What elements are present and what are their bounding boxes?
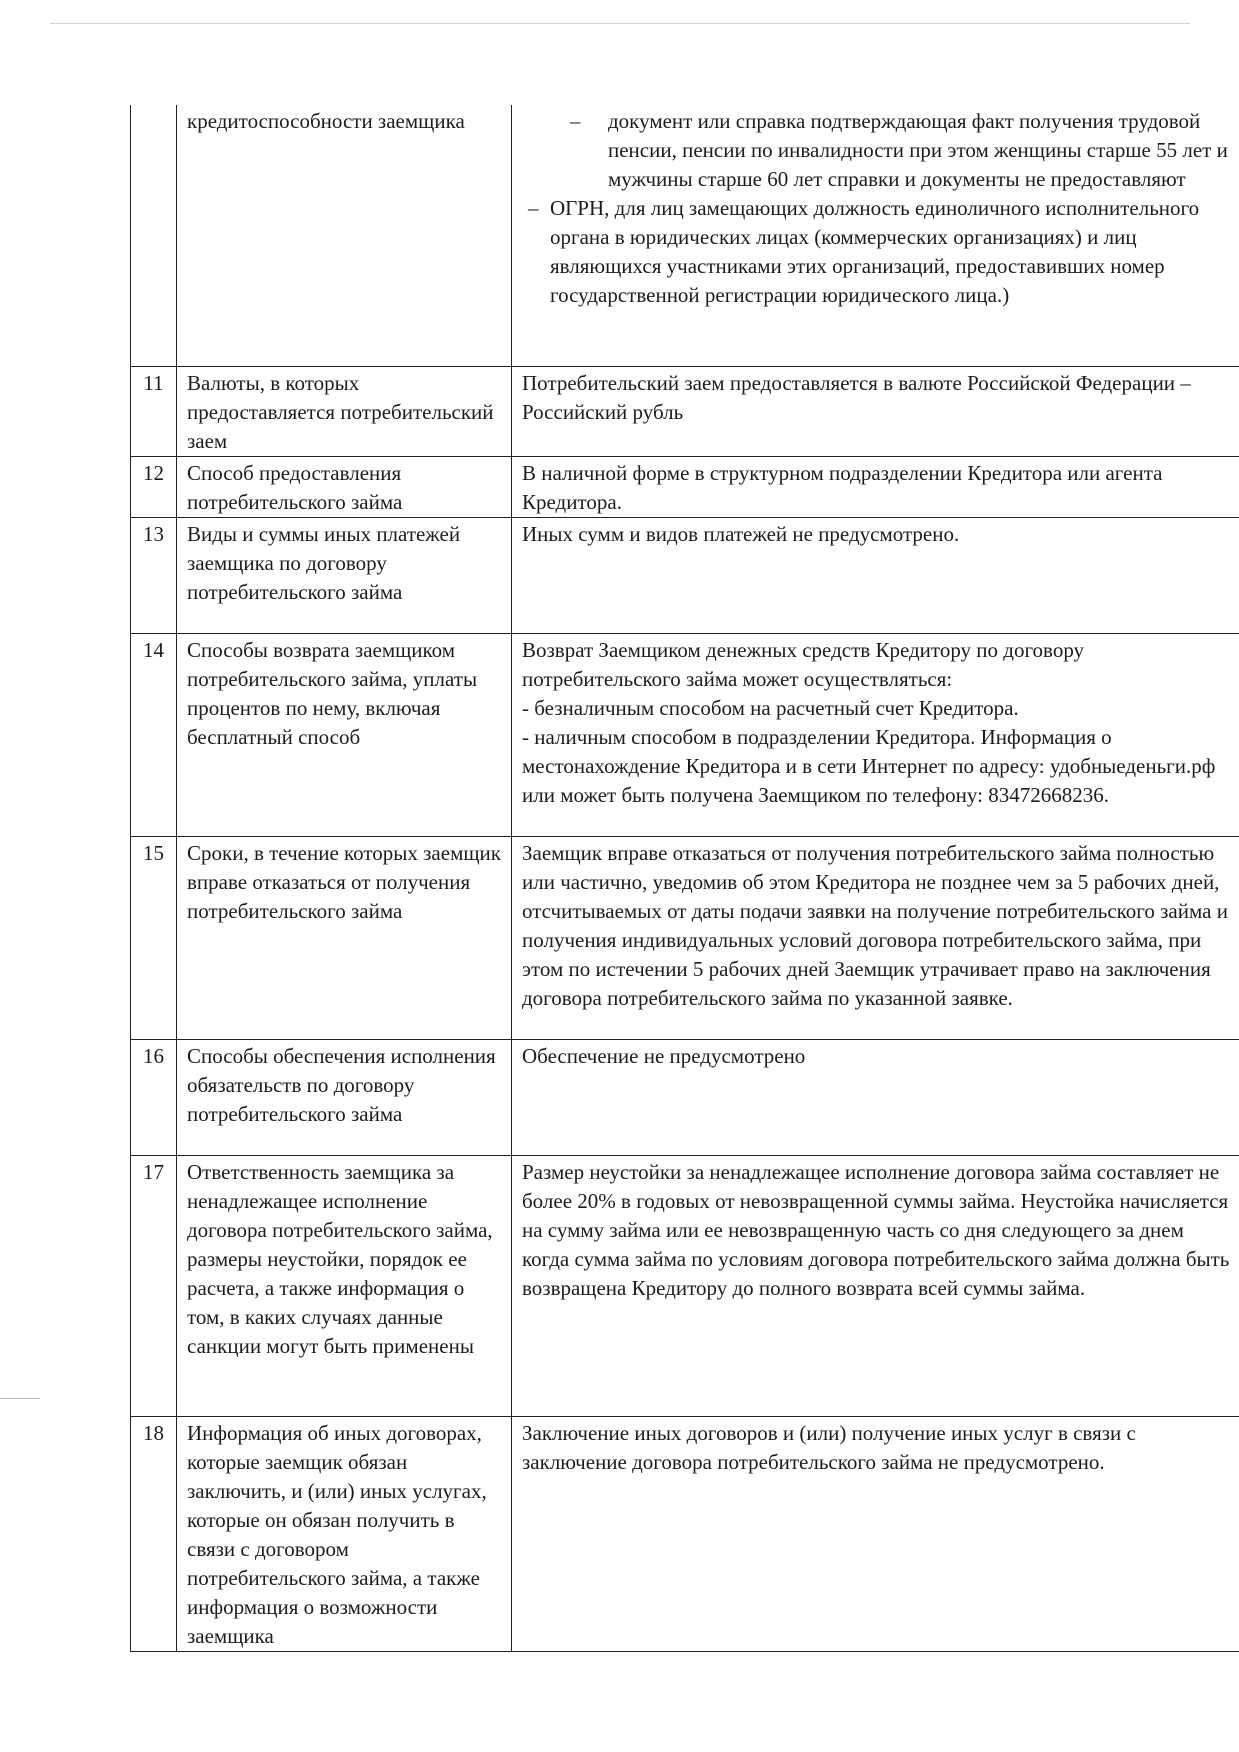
row-title: Виды и суммы иных платежей заемщика по договору потребительского займа xyxy=(177,517,512,633)
row-title: Ответственность заемщика за ненадлежащее исполнение договора потребительского займа, размеры неустойки, порядок ее расчета, а также информация о том, в каких случаях данные санкции могут быть применены xyxy=(177,1155,512,1416)
table-row xyxy=(131,836,1239,1039)
body-line: Возврат Заемщиком денежных средств Кредитору по договору потребительского займа может осуществляться: xyxy=(522,637,1085,691)
table-row xyxy=(131,517,1239,633)
table-row xyxy=(131,1155,1239,1416)
margin-mark xyxy=(0,1398,40,1399)
table-row xyxy=(131,1416,1239,1651)
row-number: 17 xyxy=(131,1155,177,1416)
row-body: Размер неустойки за ненадлежащее исполнение договора займа составляет не более 20% в годовых от невозвращенной суммы займа. Неустойка начисляется на сумму займа или ее невозвращенную часть со дня следующего за днем когда сумма займа по условиям договора потребительского займа должна быть возвращена Кредитору до полного возврата всей суммы займа. xyxy=(512,1155,1239,1416)
row-number: 14 xyxy=(131,633,177,836)
row-number: 15 xyxy=(131,836,177,1039)
row-body: Заключение иных договоров и (или) получение иных услуг в связи с заключение договора потребительского займа не предусмотрено. xyxy=(512,1416,1239,1651)
list-item: – документ или справка подтверждающая факт получения трудовой пенсии, пенсии по инвалидности при этом женщины старше 55 лет и мужчины старше 60 лет справки и документы не предоставляют xyxy=(522,107,1230,194)
row-number: 18 xyxy=(131,1416,177,1651)
row-title: Информация об иных договорах, которые заемщик обязан заключить, и (или) иных услугах, которые он обязан получить в связи с договором потребительского займа, а также информация о возможности заемщика xyxy=(177,1416,512,1651)
dash-list xyxy=(522,194,1230,310)
row-number xyxy=(131,105,177,366)
row-number: 12 xyxy=(131,456,177,517)
row-body: Обеспечение не предусмотрено xyxy=(512,1039,1239,1155)
table-row xyxy=(131,456,1239,517)
row-title: Валюты, в которых предоставляется потребительский заем xyxy=(177,366,512,456)
row-title: Способы возврата заемщиком потребительского займа, уплаты процентов по нему, включая бесплатный способ xyxy=(177,633,512,836)
row-number: 16 xyxy=(131,1039,177,1155)
row-number: 11 xyxy=(131,366,177,456)
row-title: кредитоспособности заемщика xyxy=(177,105,512,366)
row-body: В наличной форме в структурном подразделении Кредитора или агента Кредитора. xyxy=(512,456,1239,517)
list-item: – ОГРН, для лиц замещающих должность единоличного исполнительного органа в юридических лицах (коммерческих организациях) и лиц являющихся участниками этих организаций, предоставивших номер государственной регистрации юридического лица.) xyxy=(522,194,1230,310)
row-number: 13 xyxy=(131,517,177,633)
loan-conditions-table xyxy=(130,105,1239,1652)
row-body xyxy=(512,105,1239,366)
table-row xyxy=(131,366,1239,456)
body-line: - безналичным способом на расчетный счет Кредитора. xyxy=(522,695,1019,720)
page-top-rule xyxy=(50,23,1190,24)
row-body: Иных сумм и видов платежей не предусмотрено. xyxy=(512,517,1239,633)
row-body: Заемщик вправе отказаться от получения потребительского займа полностью или частично, уведомив об этом Кредитора не позднее чем за 5 рабочих дней, отсчитываемых от даты подачи заявки на получение потребительского займа и получения индивидуальных условий договора потребительского займа, при этом по истечении 5 рабочих дней Заемщик утрачивает право на заключения договора потребительского займа по указанной заявке. xyxy=(512,836,1239,1039)
row-body: Потребительский заем предоставляется в валюте Российской Федерации – Российский рубль xyxy=(512,366,1239,456)
dash-list-indented xyxy=(522,107,1230,194)
table-row xyxy=(131,1039,1239,1155)
body-line: - наличным способом в подразделении Кредитора. Информация о местонахождение Кредитора и в сети Интернет по адресу: удобныеденьги.рф или может быть получена Заемщиком по телефону: 83472668236. xyxy=(522,724,1216,807)
row-title: Сроки, в течение которых заемщик вправе отказаться от получения потребительского займа xyxy=(177,836,512,1039)
row-title: Способ предоставления потребительского займа xyxy=(177,456,512,517)
table-row xyxy=(131,633,1239,836)
row-body xyxy=(512,633,1239,836)
row-title: Способы обеспечения исполнения обязательств по договору потребительского займа xyxy=(177,1039,512,1155)
table-row xyxy=(131,105,1239,366)
